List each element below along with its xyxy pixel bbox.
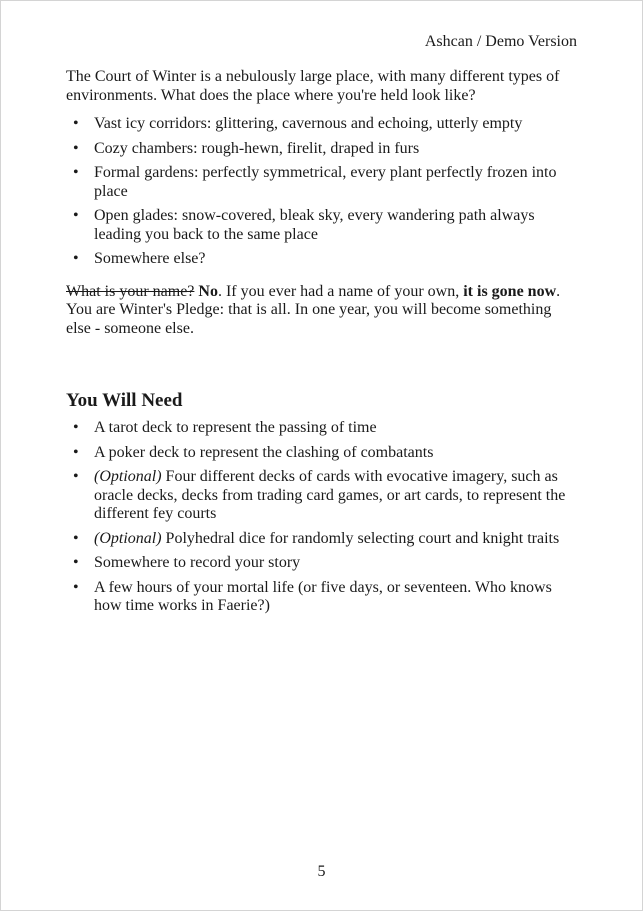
page-content	[66, 68, 578, 622]
list-item	[66, 468, 578, 524]
bullet-icon: •	[73, 468, 79, 485]
environment-list	[66, 115, 578, 269]
list-item	[66, 140, 578, 159]
list-item	[66, 530, 578, 549]
intro-paragraph: The Court of Winter is a nebulously large place, with many different types of environments. What does the place where you're held look like?	[66, 68, 560, 104]
running-header: Ashcan / Demo Version	[424, 33, 577, 50]
section-heading: You Will Need	[66, 390, 183, 411]
list-item-text: Open glades: snow-covered, bleak sky, every wandering path always leading you back to the same place	[94, 207, 535, 243]
bullet-icon: •	[73, 139, 79, 157]
bullet-icon: •	[73, 578, 79, 596]
list-item-text: Vast icy corridors: glittering, cavernous and echoing, utterly empty	[94, 115, 523, 132]
list-item	[66, 444, 578, 463]
bullet-icon: •	[73, 207, 79, 224]
optional-label: (Optional)	[94, 529, 162, 547]
list-item	[66, 207, 578, 244]
list-item-text: A poker deck to represent the clashing of combatants	[94, 443, 434, 461]
list-item-text: Somewhere else?	[94, 250, 206, 267]
list-item-text: Four different decks of cards with evocative imagery, such as oracle decks, decks from trading card games, or art cards, to represent the different fey courts	[94, 468, 566, 522]
bullet-icon: •	[73, 554, 79, 571]
emphasis-bold: it is gone now	[463, 282, 557, 300]
list-item-text: Polyhedral dice for randomly selecting court and knight traits	[161, 529, 560, 547]
list-item	[66, 164, 578, 201]
page-number: 5	[317, 863, 326, 880]
bullet-icon: •	[73, 115, 79, 132]
list-item-text: A tarot deck to represent the passing of time	[94, 419, 377, 436]
list-item-text: Somewhere to record your story	[94, 554, 301, 571]
list-item	[66, 250, 578, 269]
bullet-icon: •	[73, 443, 79, 461]
list-item	[66, 419, 578, 438]
struck-question: What is your name?	[66, 282, 195, 300]
bullet-icon: •	[73, 250, 79, 267]
list-item-text: Formal gardens: perfectly symmetrical, every plant perfectly frozen into place	[94, 164, 557, 200]
bullet-icon: •	[73, 419, 79, 436]
list-item	[66, 579, 578, 616]
list-item	[66, 115, 578, 134]
bullet-icon: •	[73, 529, 79, 547]
list-item-text: Cozy chambers: rough-hewn, firelit, draped in furs	[94, 139, 420, 157]
pledge-text-2: . You are Winter's Pledge: that is all. In one year, you will become something else - someone else.	[66, 282, 561, 337]
bullet-icon: •	[73, 164, 79, 181]
optional-label: (Optional)	[94, 468, 162, 485]
needs-list	[66, 419, 578, 616]
answer-bold: No	[198, 282, 218, 300]
pledge-paragraph	[66, 283, 578, 339]
list-item	[66, 554, 578, 573]
list-item-text: A few hours of your mortal life (or five days, or seventeen. Who knows how time works in Faerie?)	[94, 578, 552, 614]
pledge-text-1: . If you ever had a name of your own,	[217, 282, 464, 300]
